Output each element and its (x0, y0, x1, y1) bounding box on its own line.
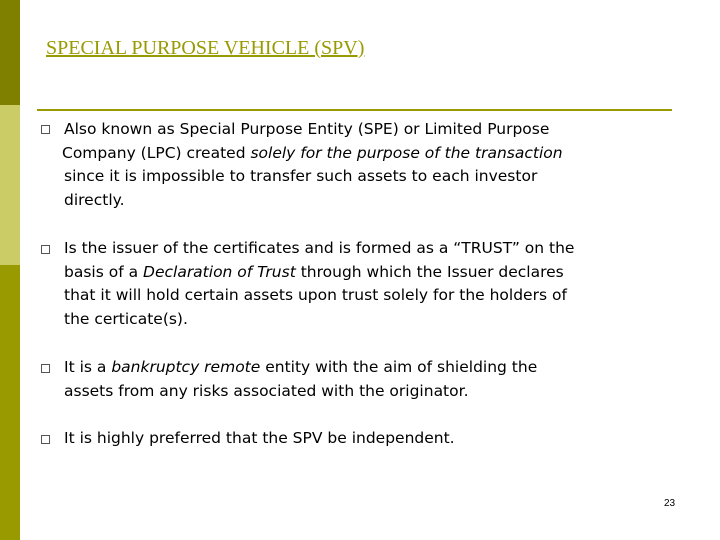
page-number: 23 (664, 498, 676, 509)
bullet-paragraph-4 (64, 427, 684, 451)
bullet-paragraph-3 (64, 356, 684, 403)
bullet-1-line-2: Company (LPC) created solely for the purpose of the transaction (62, 143, 563, 162)
bullet-1-line-3: since it is impossible to transfer such assets to each investor (64, 167, 538, 185)
title-divider (37, 109, 672, 111)
bullet-1-line-1: Also known as Special Purpose Entity (SPE) or Limited Purpose (64, 120, 550, 138)
bullet-2-line-3: that it will hold certain assets upon trust solely for the holders of (64, 286, 567, 304)
emphasis-text: Declaration of Trust (143, 262, 296, 281)
sidebar-band-middle (0, 105, 20, 265)
bullet-2-line-2: basis of a Declaration of Trust through which the Issuer declares (64, 262, 564, 281)
bullet-1-line-4: directly. (64, 190, 125, 209)
bullet-3-line-2: assets from any risks associated with the originator. (64, 381, 469, 400)
slide-title: SPECIAL PURPOSE VEHICLE (SPV) (46, 37, 365, 59)
bullet-3-line-1: It is a bankruptcy remote entity with the aim of shielding the (64, 358, 538, 376)
bullet-paragraph-2 (64, 237, 684, 331)
square-bullet-icon (41, 245, 50, 254)
sidebar-band-top (0, 0, 20, 105)
bullet-4-line-1: It is highly preferred that the SPV be independent. (64, 429, 455, 447)
square-bullet-icon (41, 364, 50, 373)
sidebar-band-bottom (0, 265, 20, 540)
bullet-2-line-1: Is the issuer of the certificates and is formed as a “TRUST” on the (64, 239, 575, 257)
square-bullet-icon (41, 435, 50, 444)
emphasis-text: solely for the purpose of the transaction (250, 143, 563, 162)
bullet-2-line-4: the certicate(s). (64, 309, 188, 328)
square-bullet-icon (41, 125, 50, 134)
emphasis-text: bankruptcy remote (111, 358, 261, 376)
bullet-paragraph-1 (64, 118, 684, 212)
